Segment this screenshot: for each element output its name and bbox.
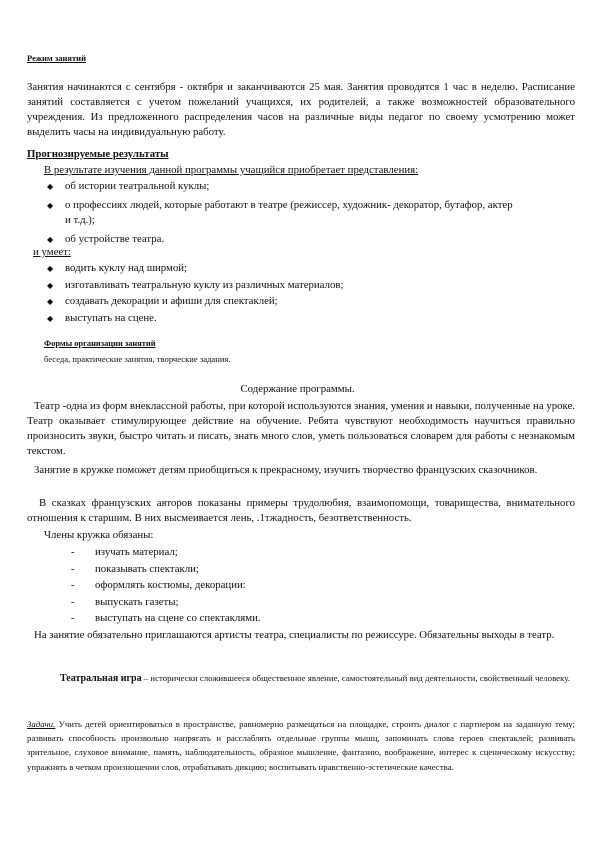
forms-heading: Формы организации занятий	[44, 339, 156, 348]
content-paragraph-2: Занятие в кружке поможет детям приобщиться к прекрасному, изучить творчество французских сказочников.	[34, 464, 538, 476]
bullet-icon: ◆	[47, 314, 54, 323]
and-can-label: и умеет:	[33, 246, 71, 258]
bullet-icon: ◆	[47, 297, 54, 306]
bullet-icon: ◆	[47, 281, 54, 290]
tasks-paragraph	[27, 717, 575, 774]
results-intro: В результате изучения данной программы учащийся приобретает представления:	[44, 164, 419, 176]
content-title: Содержание программы.	[240, 383, 355, 395]
document-page: Режим занятий Занятия начинаются с сентября - октября и заканчиваются 25 мая. Занятия проводятся 1 час в неделю. Расписание занятий составляется с учетом пожеланий учащихся, их родителей, а также возможностей образовательного учреждения. Из предложенного распределения часов на различные виды педагог по своему усмотрению может выделить часы на индивидуальную работу. Прогнозируемые результаты В результате изучения данной программы учащийся приобретает представления: ◆ об истории театральной куклы; ◆ о профессиях людей, которые работают в театре (режиссер, художник- декоратор, бутафор, актер и т.д.); ◆ об устройстве театра. и умеет: ◆ водить куклу над ширмой; ◆ изготавливать театральную куклу из различных материалов; ◆ создавать декорации и афиши для спектаклей; ◆ выступать на сцене. Формы организации занятий беседа, практические занятия, творческие задания. Содержание программы. Театр -одна из форм внеклассной работы, при которой используются знания, умения и навыки, полученные на уроке. Театр оказывает стимулирующее действие на обучение. Ребята чувствуют необходимость научиться правильно произносить звуки, быстро читать и писать, знать много слов, уметь пользоваться словарем для работы с незнакомым текстом. Занятие в кружке поможет детям приобщиться к прекрасному, изучить творчество французских сказочников. В сказках французских авторов показаны примеры трудолюбия, взаимопомощи, товарищества, внимательного отношения к старшим. В них высмеивается лень, .1тжадность, безответственность. Члены кружка обязаны: - изучать материал; - показывать спектакли; - оформлять костюмы, декорации: - выпускать газеты; - выступать на сцене со спектаклями. На занятие обязательно приглашаются артисты театра, специалисты по режиссуре. Обязательны выходы в театр. Театральная игра – исторически сложившееся общественное явление, самостоятельный вид деятельности, свойственный человеку. Задачи. Учить детей ориентироваться в пространстве, равномерно размещаться на площадке, строить диалог с партнером на заданную тему; развивать способность произвольно напрягать и расслаблять отдельные группы мышц, запоминать слова героев спектаклей; развивать зрительное, слуховое внимание, память, наблюдательность, образное мышление, фантазию, воображение, интерес к сценическому искусству; упражнять в четком произношении слов, отрабатывать дикцию; воспитывать нравственно-эстетические качества.	[0, 0, 595, 842]
play-term: Театральная игра	[60, 673, 142, 684]
play-definition	[27, 671, 575, 686]
results-heading: Прогнозируемые результаты	[27, 148, 169, 160]
members-label: Члены кружка обязаны:	[44, 529, 154, 541]
tasks-text: Учить детей ориентироваться в пространстве, равномерно размещаться на площадке, строить диалог с партнером на заданную тему; развивать способность произвольно напрягать и расслаблять отдельные группы мышц, запоминать слова героев спектаклей; развивать зрительное, слуховое внимание, память, наблюдательность, образное мышление, фантазию, воображение, интерес к сценическому искусству; упражнять в четком произношении слов, отрабатывать дикцию; воспитывать нравственно-эстетические качества.	[27, 719, 575, 772]
bullet-icon: ◆	[47, 201, 54, 210]
forms-text: беседа, практические занятия, творческие задания.	[44, 354, 231, 364]
content-paragraph-1: Театр -одна из форм внеклассной работы, при которой используются знания, умения и навыки, полученные на уроке. Театр оказывает стимулирующее действие на обучение. Ребята чувствуют необходимость научиться правильно произносить звуки, быстро читать и писать, знать много слов, уметь пользоваться словарем для работы с незнакомым текстом.	[27, 400, 575, 457]
regime-title: Режим занятий	[27, 53, 86, 63]
content-paragraph-4: На занятие обязательно приглашаются артисты театра, специалисты по режиссуре. Обязательны выходы в театр.	[34, 629, 555, 641]
play-definition-text: – исторически сложившееся общественное явление, самостоятельный вид деятельности, свойственный человеку.	[141, 673, 570, 683]
tasks-label: Задачи.	[27, 719, 56, 729]
bullet-icon: ◆	[47, 264, 54, 273]
content-paragraph-3: В сказках французских авторов показаны примеры трудолюбия, взаимопомощи, товарищества, внимательного отношения к старшим. В них высмеивается лень, .1тжадность, безответственность.	[27, 497, 575, 524]
bullet-icon: ◆	[47, 182, 54, 191]
regime-paragraph: Занятия начинаются с сентября - октября и заканчиваются 25 мая. Занятия проводятся 1 час в неделю. Расписание занятий составляется с учетом пожеланий учащихся, их родителей, а также возможностей образовательного учреждения. Из предложенного распределения часов на различные виды педагог по своему усмотрению может выделить часы на индивидуальную работу.	[27, 81, 575, 138]
bullet-icon: ◆	[47, 235, 54, 244]
